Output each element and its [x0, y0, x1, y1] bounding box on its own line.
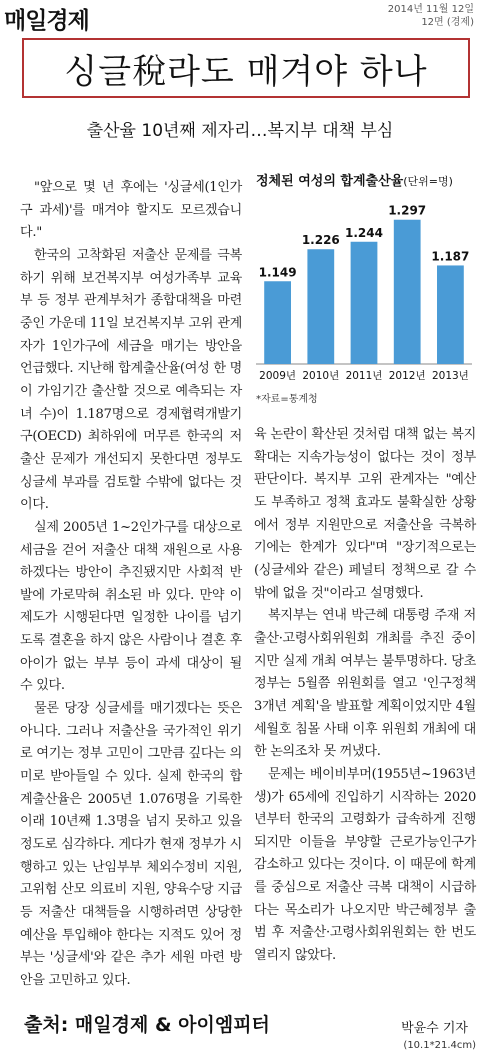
chart-title	[256, 170, 453, 189]
chart-data-label: 1.226	[301, 233, 340, 248]
clipping-size: (10.1*21.4cm)	[403, 1040, 476, 1051]
article-column-right	[254, 424, 476, 968]
chart-plot	[250, 192, 478, 388]
subheadline: 출산율 10년째 제자리…복지부 대책 부심	[86, 121, 394, 141]
paragraph: 물론 당장 싱글세를 매기겠다는 뜻은 아니다. 그러나 저출산을 국가적인 위기로 여기는 정부 고민이 그만큼 깊다는 의미로 받아들일 수 있다. 실제 한국의 합계출산율은 2005년 1.076명을 기록한 이래 10년째 1.3명을 넘지 못하고 있을 정도로 심각하다. 게다가 현재 정부가 시행하고 있는 난임부부 체외수정비 지원, 고위험 산모 의료비 지원, 양육수당 지급 등 저출산 대책들을 시행하려면 상당한 예산을 투입해야 한다는 지적도 있어 정부는 '싱글세'와 같은 추가 세원 마련 방안을 고민하고 있다.	[20, 701, 242, 988]
issue-date: 2014년 11월 12일	[387, 4, 474, 15]
paragraph: 실제 2005년 1~2인가구를 대상으로 세금을 걷어 저출산 대책 재원으로 사용하겠다는 방안이 추진됐지만 사회적 반발에 가로막혀 취소된 바 있다. 만약 이 제도가 시행된다면 일정한 나이를 넘기도록 결혼을 하지 않은 사람이나 결혼 후 아이가 없는 부부 등이 과세 대상이 될 수 있다.	[20, 519, 242, 694]
headline-box	[22, 38, 470, 98]
chart-data-label: 1.297	[388, 203, 427, 218]
chart-category-label: 2010년	[302, 370, 340, 382]
source-watermark: 출처: 매일경제 & 아이엠피터	[24, 1014, 270, 1036]
paragraph: "앞으로 몇 년 후에는 '싱글세(1인가구 과세)'를 매겨야 할지도 모르겠습니다."	[20, 180, 242, 241]
byline: 박윤수 기자	[401, 1021, 468, 1036]
chart-data-label: 1.244	[345, 225, 383, 240]
dateline	[388, 3, 474, 29]
fertility-rate-chart	[250, 170, 478, 408]
paragraph: 육 논란이 확산된 것처럼 대책 없는 복지 확대는 지속가능성이 없다는 것이 정부 판단이다. 복지부 고위 관계자는 "예산도 부족하고 정책 효과도 불확실한 상황에서 정부 지원만으로 저출산을 극복하기에는 한계가 있다"며 "장기적으로는 (싱글세와 같은) 페널티 정책으로 갈 수밖에 없을 것"이라고 설명했다.	[254, 427, 476, 601]
chart-title-text: 정체된 여성의 합계출산율	[256, 174, 404, 189]
masthead: 매일경제	[4, 8, 89, 34]
chart-bar	[264, 281, 291, 364]
headline: 싱글稅라도 매겨야 하나	[64, 51, 428, 92]
chart-category-label: 2011년	[345, 370, 383, 382]
paragraph: 복지부는 연내 박근혜 대통령 주재 저출산·고령사회위원회 개최를 추진 중이지만 실제 개최 여부는 불투명하다. 당초 정부는 5월쯤 위원회를 열고 '인구정책 3개년 계획'을 발표할 계획이었지만 4월 세월호 침몰 사태 이후 위원회 개최에 대한 논의조차 못 꺼냈다.	[254, 608, 476, 760]
chart-source: *자료=통계청	[256, 394, 318, 405]
chart-unit: (단위=명)	[403, 175, 453, 188]
chart-category-label: 2012년	[388, 370, 426, 382]
page-section: 12면 (경제)	[421, 17, 474, 28]
chart-data-label: 1.149	[258, 265, 297, 280]
chart-bar	[394, 220, 421, 364]
chart-bar	[437, 265, 464, 364]
chart-bar	[307, 249, 334, 364]
paragraph: 한국의 고착화된 저출산 문제를 극복하기 위해 보건복지부 여성가족부 교육부 등 정부 관계부처가 종합대책을 마련 중인 가운데 11일 보건복지부 고위 관계자가 1인가구에 세금을 매기는 방안을 언급했다. 지난해 합계출산율(여성 한 명이 가임기간 출산할 것으로 예측되는 자녀 수)이 1.187명으로 경제협력개발기구(OECD) 최하위에 머무른 한국의 저출산 문제가 개선되지 못한다면 정부도 싱글세 부과를 검토할 수밖에 없다는 것이다.	[20, 247, 242, 513]
chart-data-label: 1.187	[431, 249, 470, 264]
chart-category-label: 2009년	[259, 370, 297, 382]
article-column-left	[20, 177, 242, 993]
paragraph: 문제는 베이비부머(1955년~1963년생)가 65세에 진입하기 시작하는 2020년부터 한국의 고령화가 급속하게 진행되지만 이들을 부양할 근로가능인구가 감소하고 있다는 것이다. 이 때문에 학계를 중심으로 저출산 극복 대책이 시급하다는 목소리가 나오지만 박근혜정부 출범 후 저출산·고령사회위원회는 한 번도 열리지 않았다.	[254, 766, 476, 964]
chart-bar	[351, 242, 378, 364]
chart-category-label: 2013년	[431, 370, 469, 382]
